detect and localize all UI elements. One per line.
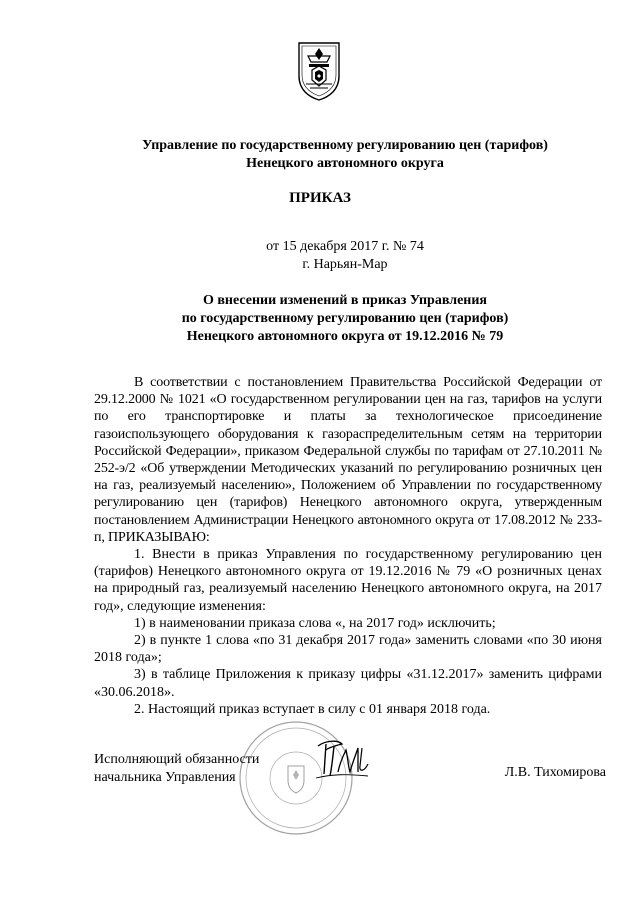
paragraph-item-2: 2. Настоящий приказ вступает в силу с 01 января 2018 года. bbox=[134, 701, 491, 717]
paragraph-preamble: В соответствии с постановлением Правительства Российской Федерации от 29.12.2000 № 1021 «О государственном регулировании цен на газ, тарифов на услуги по его транспортировке и платы за технологическое присоединение газоиспользующего оборудования к газораспределительным сетям на территории Российской Федерации», приказом Федеральной службы по тарифам от 27.10.2011 № 252-э/2 «Об утверждении Методических указаний по регулированию розничных цен на газ, реализуемый населению», Положением об Управлении по государственному регулированию цен (тарифов) Ненецкого автономного округа, утвержденным постановлением Администрации Ненецкого автономного округа от 17.08.2012 № 233-п, ПРИКАЗЫВАЮ: bbox=[94, 375, 602, 545]
position-line-2: начальника Управления bbox=[94, 770, 236, 785]
organization-line-1: Управление по государственному регулированию цен (тарифов) bbox=[142, 138, 548, 153]
document-type: ПРИКАЗ bbox=[289, 190, 351, 206]
signatory-position bbox=[94, 751, 354, 787]
paragraph-item-1: 1. Внести в приказ Управления по государственному регулированию цен (тарифов) Ненецкого автономного округа от 19.12.2016 № 79 «О розничных ценах на природный газ, реализуемый населению Ненецкого автономного округа, на 2017 год», следующие изменения: bbox=[94, 547, 602, 614]
date-number: от 15 декабря 2017 г. № 74 bbox=[266, 239, 424, 254]
document-body bbox=[94, 374, 602, 718]
subject-line-2: по государственному регулированию цен (тарифов) bbox=[181, 311, 509, 326]
city: г. Нарьян-Мар bbox=[302, 257, 388, 272]
position-line-1: Исполняющий обязанности bbox=[94, 752, 260, 767]
subject-line-3: Ненецкого автономного округа от 19.12.2016 № 79 bbox=[186, 329, 504, 344]
subject-line-1: О внесении изменений в приказ Управления bbox=[202, 293, 487, 308]
document-meta bbox=[200, 238, 490, 274]
coat-of-arms-icon bbox=[296, 40, 342, 102]
paragraph-subitem-1: 1) в наименовании приказа слова «, на 2017 год» исключить; bbox=[134, 615, 496, 631]
organization-name bbox=[80, 137, 610, 173]
paragraph-subitem-2: 2) в пункте 1 слова «по 31 декабря 2017 года» заменить словами «по 30 июня 2018 года»; bbox=[94, 633, 602, 666]
signatory-name: Л.В. Тихомирова bbox=[504, 765, 606, 780]
organization-line-2: Ненецкого автономного округа bbox=[246, 156, 444, 171]
document-subject bbox=[90, 292, 600, 346]
paragraph-subitem-3: 3) в таблице Приложения к приказу цифры «31.12.2017» заменить цифрами «30.06.2018». bbox=[94, 667, 602, 700]
